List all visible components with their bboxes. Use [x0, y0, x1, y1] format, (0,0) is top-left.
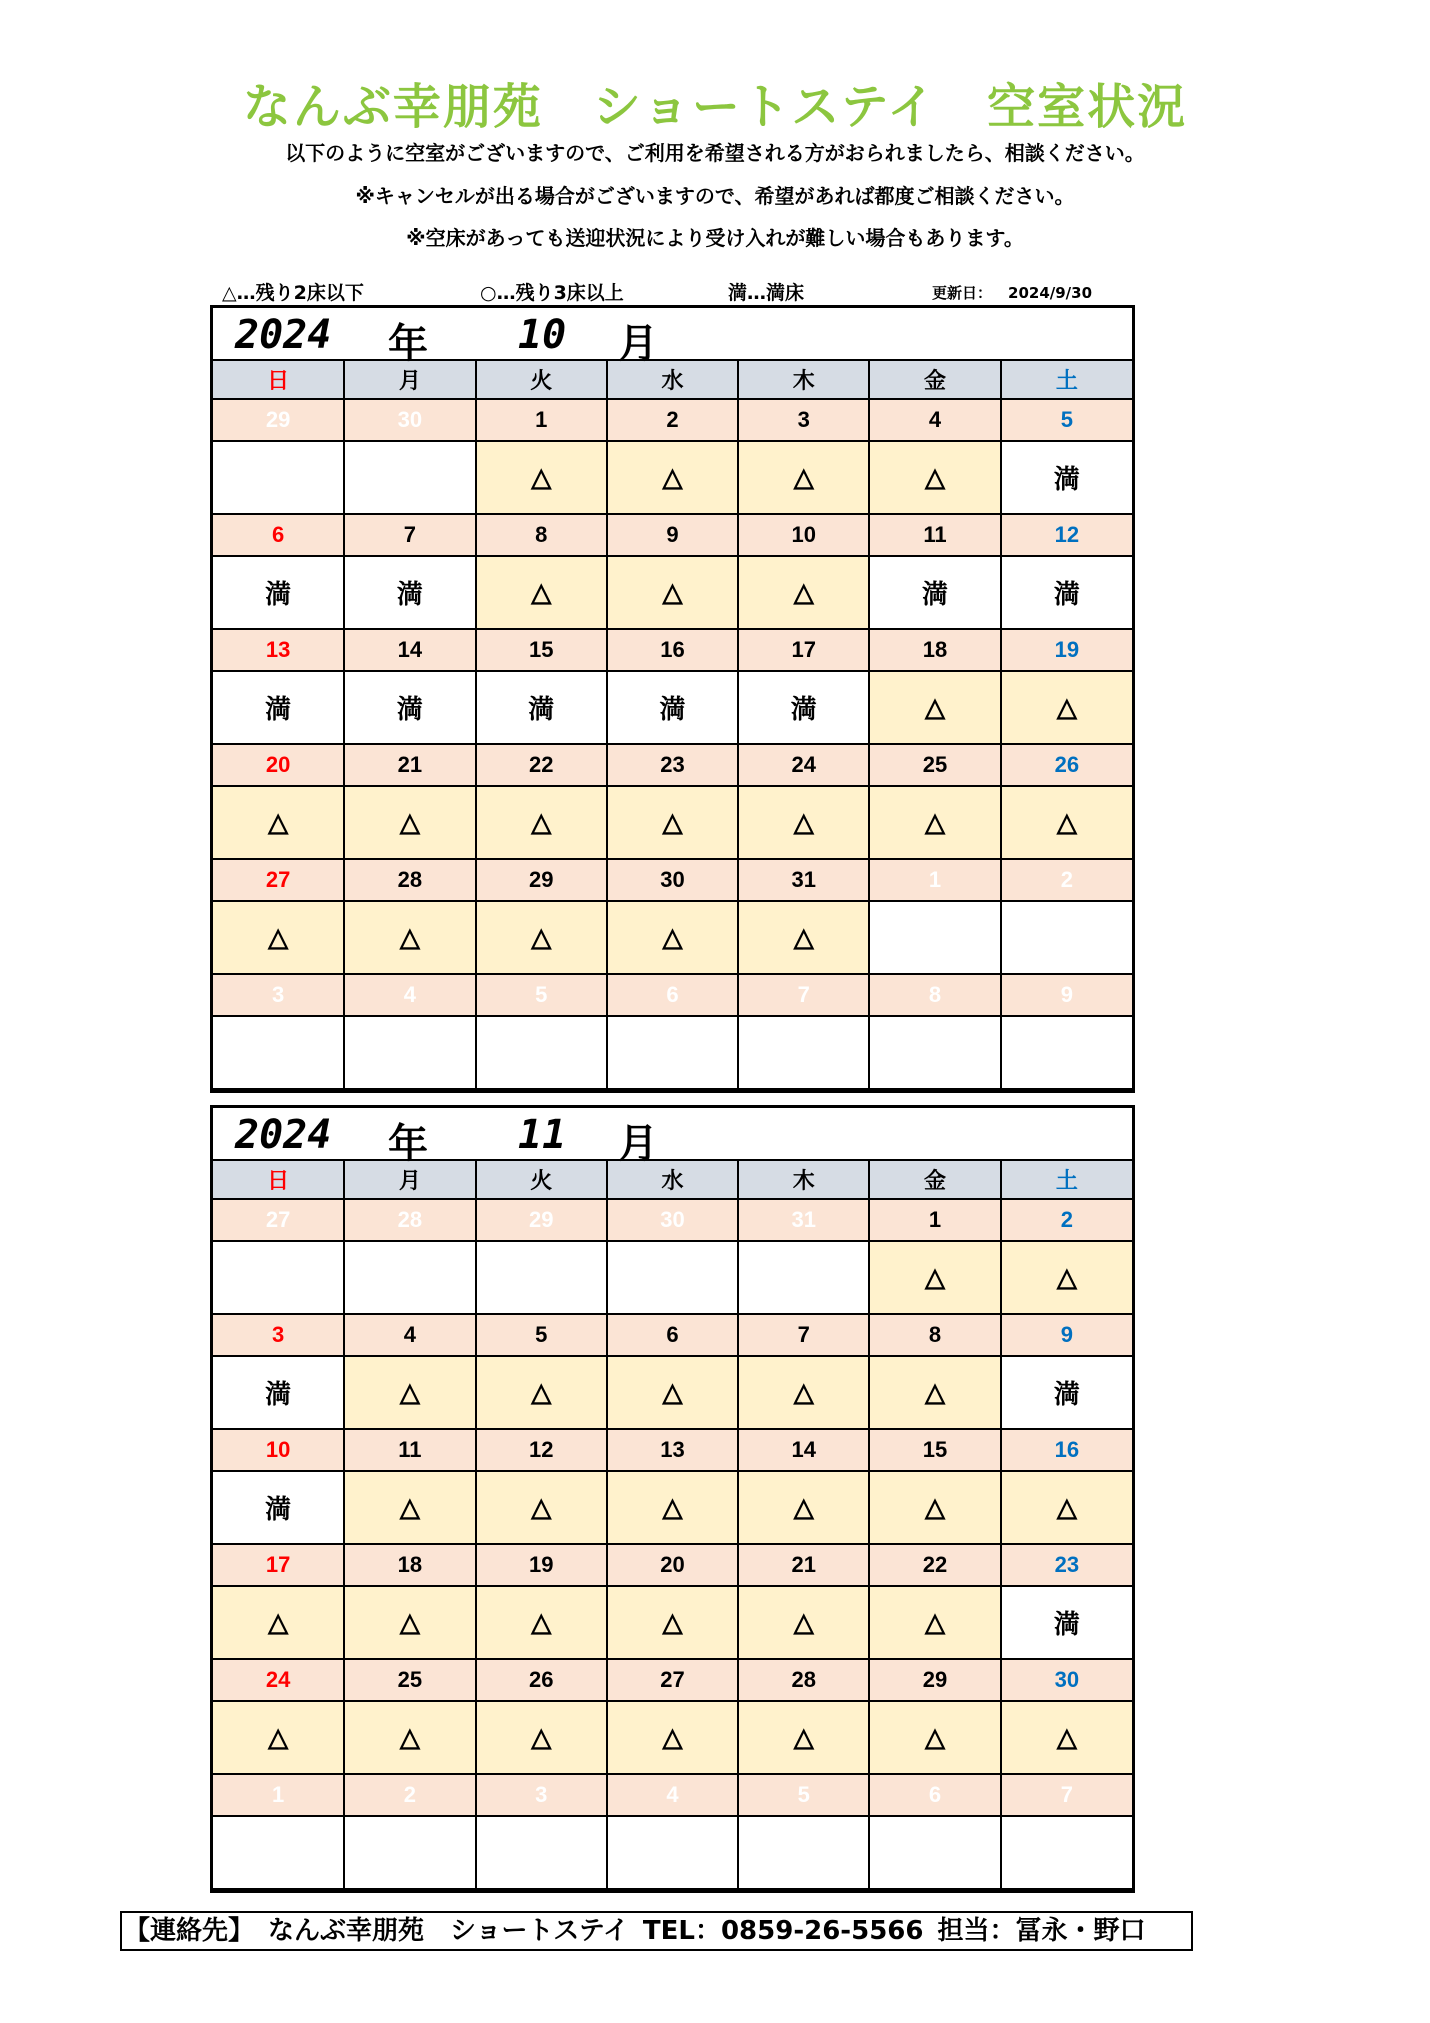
- date-row: [213, 514, 1132, 556]
- availability-cell: 満: [1001, 441, 1132, 514]
- calendar-month: 10: [518, 312, 567, 358]
- availability-cell: △: [344, 786, 475, 859]
- availability-cell: [476, 1816, 607, 1889]
- date-row: [213, 1314, 1132, 1356]
- phone-number: TEL：0859-26-5566: [642, 1916, 924, 1946]
- date-cell: 8: [869, 1314, 1000, 1356]
- weekday-header: 水: [607, 361, 738, 399]
- availability-cell: △: [738, 441, 869, 514]
- availability-cell: △: [476, 1701, 607, 1774]
- weekday-header-row: [213, 1161, 1132, 1199]
- availability-cell: △: [1001, 786, 1132, 859]
- availability-cell: [607, 1016, 738, 1089]
- date-cell: 1: [869, 859, 1000, 901]
- contact-footer: [120, 1911, 1193, 1951]
- date-cell: 4: [344, 974, 475, 1016]
- updated-label: 更新日：: [932, 284, 993, 302]
- availability-cell: [344, 1241, 475, 1314]
- date-cell: 5: [1001, 399, 1132, 441]
- weekday-header: 日: [213, 1161, 344, 1199]
- date-cell: 9: [1001, 1314, 1132, 1356]
- availability-cell: [738, 1241, 869, 1314]
- date-cell: 14: [344, 629, 475, 671]
- legend-circle: ○…残り3床以上: [480, 282, 624, 304]
- calendar-grid: [213, 361, 1132, 1090]
- date-row: [213, 1429, 1132, 1471]
- availability-cell: [738, 1016, 869, 1089]
- availability-cell: [476, 1241, 607, 1314]
- status-row: [213, 1586, 1132, 1659]
- availability-cell: [344, 441, 475, 514]
- availability-cell: 満: [213, 1356, 344, 1429]
- availability-cell: △: [607, 1356, 738, 1429]
- date-row: [213, 629, 1132, 671]
- date-cell: 2: [607, 399, 738, 441]
- availability-cell: [344, 1816, 475, 1889]
- date-cell: 10: [738, 514, 869, 556]
- availability-cell: △: [213, 1586, 344, 1659]
- date-row: [213, 1199, 1132, 1241]
- date-cell: 8: [476, 514, 607, 556]
- date-cell: 29: [476, 859, 607, 901]
- availability-cell: 満: [344, 556, 475, 629]
- date-cell: 29: [476, 1199, 607, 1241]
- availability-cell: △: [213, 1701, 344, 1774]
- weekday-header: 金: [869, 1161, 1000, 1199]
- status-row: [213, 556, 1132, 629]
- date-cell: 7: [344, 514, 475, 556]
- status-row: [213, 1701, 1132, 1774]
- availability-cell: △: [869, 1471, 1000, 1544]
- date-cell: 30: [1001, 1659, 1132, 1701]
- date-cell: 25: [344, 1659, 475, 1701]
- date-cell: 4: [607, 1774, 738, 1816]
- calendar-year-unit: 年: [388, 1121, 428, 1167]
- date-cell: 18: [344, 1544, 475, 1586]
- date-cell: 29: [869, 1659, 1000, 1701]
- weekday-header: 土: [1001, 361, 1132, 399]
- date-cell: 22: [476, 744, 607, 786]
- availability-cell: △: [476, 1471, 607, 1544]
- date-cell: 5: [476, 974, 607, 1016]
- availability-cell: △: [869, 1241, 1000, 1314]
- availability-cell: [344, 1016, 475, 1089]
- availability-cell: 満: [869, 556, 1000, 629]
- date-cell: 20: [213, 744, 344, 786]
- availability-cell: [213, 1241, 344, 1314]
- date-cell: 28: [344, 1199, 475, 1241]
- date-cell: 17: [213, 1544, 344, 1586]
- availability-cell: △: [476, 1356, 607, 1429]
- date-cell: 11: [869, 514, 1000, 556]
- status-row: [213, 901, 1132, 974]
- availability-cell: [869, 1816, 1000, 1889]
- updated-value: 2024/9/30: [1008, 284, 1093, 302]
- date-row: [213, 399, 1132, 441]
- availability-cell: [1001, 1816, 1132, 1889]
- availability-cell: △: [738, 1586, 869, 1659]
- availability-cell: △: [738, 1356, 869, 1429]
- status-row: [213, 1356, 1132, 1429]
- availability-cell: 満: [344, 671, 475, 744]
- availability-cell: △: [476, 1586, 607, 1659]
- date-cell: 1: [476, 399, 607, 441]
- availability-cell: △: [1001, 1241, 1132, 1314]
- date-cell: 31: [738, 1199, 869, 1241]
- date-row: [213, 974, 1132, 1016]
- date-cell: 3: [213, 1314, 344, 1356]
- availability-cell: [213, 1016, 344, 1089]
- date-cell: 21: [738, 1544, 869, 1586]
- availability-cell: 満: [1001, 1586, 1132, 1659]
- status-row: [213, 786, 1132, 859]
- availability-cell: △: [738, 556, 869, 629]
- date-cell: 5: [476, 1314, 607, 1356]
- availability-cell: [607, 1816, 738, 1889]
- date-cell: 12: [1001, 514, 1132, 556]
- availability-cell: △: [869, 441, 1000, 514]
- date-cell: 21: [344, 744, 475, 786]
- status-row: [213, 1471, 1132, 1544]
- date-cell: 26: [1001, 744, 1132, 786]
- date-cell: 4: [869, 399, 1000, 441]
- date-cell: 3: [476, 1774, 607, 1816]
- availability-cell: △: [738, 786, 869, 859]
- availability-cell: [738, 1816, 869, 1889]
- date-cell: 6: [213, 514, 344, 556]
- date-cell: 10: [213, 1429, 344, 1471]
- date-cell: 30: [607, 859, 738, 901]
- date-cell: 1: [869, 1199, 1000, 1241]
- date-cell: 6: [607, 974, 738, 1016]
- date-cell: 17: [738, 629, 869, 671]
- date-cell: 6: [607, 1314, 738, 1356]
- availability-cell: △: [869, 786, 1000, 859]
- calendar-title: [213, 308, 1132, 367]
- availability-cell: [213, 441, 344, 514]
- availability-cell: △: [476, 556, 607, 629]
- availability-cell: 満: [476, 671, 607, 744]
- availability-cell: 満: [1001, 1356, 1132, 1429]
- date-cell: 28: [738, 1659, 869, 1701]
- page-title: なんぶ幸朋苑 ショートステイ 空室状況: [242, 79, 1188, 135]
- date-cell: 31: [738, 859, 869, 901]
- date-row: [213, 1544, 1132, 1586]
- date-cell: 9: [1001, 974, 1132, 1016]
- date-cell: 9: [607, 514, 738, 556]
- availability-cell: [476, 1016, 607, 1089]
- availability-cell: 満: [1001, 556, 1132, 629]
- date-cell: 15: [476, 629, 607, 671]
- availability-cell: △: [476, 786, 607, 859]
- availability-cell: △: [344, 1356, 475, 1429]
- availability-cell: △: [607, 786, 738, 859]
- availability-cell: △: [869, 1356, 1000, 1429]
- status-row: [213, 1816, 1132, 1889]
- availability-cell: △: [344, 1701, 475, 1774]
- date-cell: 18: [869, 629, 1000, 671]
- availability-cell: △: [869, 1586, 1000, 1659]
- availability-cell: [869, 901, 1000, 974]
- calendar-grid: [213, 1161, 1132, 1890]
- date-cell: 1: [213, 1774, 344, 1816]
- date-cell: 20: [607, 1544, 738, 1586]
- calendar-year-unit: 年: [388, 321, 428, 367]
- availability-cell: 満: [738, 671, 869, 744]
- availability-cell: 満: [213, 556, 344, 629]
- availability-cell: [869, 1016, 1000, 1089]
- availability-cell: [1001, 901, 1132, 974]
- availability-cell: △: [607, 441, 738, 514]
- availability-cell: 満: [213, 1471, 344, 1544]
- availability-cell: △: [344, 1471, 475, 1544]
- weekday-header: 日: [213, 361, 344, 399]
- calendar-november: [210, 1105, 1135, 1893]
- calendar-year: 2024: [235, 312, 332, 358]
- notice-text-1: 以下のように空室がございますので、ご利用を希望される方がおられましたら、相談ください。: [285, 141, 1145, 165]
- calendar-year: 2024: [235, 1112, 332, 1158]
- legend-triangle: △…残り2床以下: [222, 282, 364, 304]
- date-cell: 4: [344, 1314, 475, 1356]
- date-cell: 23: [607, 744, 738, 786]
- facility-name: なんぶ幸朋苑 ショートステイ: [268, 1916, 629, 1946]
- date-cell: 15: [869, 1429, 1000, 1471]
- weekday-header-row: [213, 361, 1132, 399]
- date-cell: 26: [476, 1659, 607, 1701]
- date-cell: 16: [1001, 1429, 1132, 1471]
- legend-full: 満…満床: [728, 282, 805, 304]
- availability-cell: △: [607, 901, 738, 974]
- date-cell: 7: [1001, 1774, 1132, 1816]
- date-cell: 6: [869, 1774, 1000, 1816]
- updated-date: [932, 282, 1108, 303]
- date-cell: 28: [344, 859, 475, 901]
- weekday-header: 火: [476, 1161, 607, 1199]
- weekday-header: 金: [869, 361, 1000, 399]
- date-cell: 2: [344, 1774, 475, 1816]
- date-cell: 24: [213, 1659, 344, 1701]
- date-cell: 27: [213, 859, 344, 901]
- weekday-header: 木: [738, 1161, 869, 1199]
- availability-cell: △: [738, 901, 869, 974]
- date-cell: 12: [476, 1429, 607, 1471]
- availability-cell: △: [607, 1701, 738, 1774]
- availability-cell: △: [1001, 1471, 1132, 1544]
- availability-cell: [213, 1816, 344, 1889]
- calendar-title: [213, 1108, 1132, 1167]
- contact-label: 【連絡先】: [124, 1916, 255, 1946]
- date-cell: 24: [738, 744, 869, 786]
- availability-cell: △: [344, 901, 475, 974]
- calendar-month-unit: 月: [618, 1121, 658, 1167]
- availability-cell: △: [476, 441, 607, 514]
- date-cell: 29: [213, 399, 344, 441]
- weekday-header: 土: [1001, 1161, 1132, 1199]
- availability-cell: △: [869, 1701, 1000, 1774]
- date-row: [213, 859, 1132, 901]
- availability-cell: [607, 1241, 738, 1314]
- availability-cell: △: [1001, 671, 1132, 744]
- date-cell: 5: [738, 1774, 869, 1816]
- status-row: [213, 441, 1132, 514]
- availability-cell: 満: [213, 671, 344, 744]
- date-cell: 16: [607, 629, 738, 671]
- date-cell: 19: [1001, 629, 1132, 671]
- availability-cell: △: [607, 1586, 738, 1659]
- weekday-header: 月: [344, 1161, 475, 1199]
- weekday-header: 火: [476, 361, 607, 399]
- availability-cell: △: [213, 786, 344, 859]
- date-cell: 30: [344, 399, 475, 441]
- status-row: [213, 671, 1132, 744]
- status-row: [213, 1016, 1132, 1089]
- availability-cell: 満: [607, 671, 738, 744]
- date-cell: 19: [476, 1544, 607, 1586]
- notice-text-2: ※キャンセルが出る場合がございますので、希望があれば都度ご相談ください。: [355, 184, 1075, 208]
- calendar-month-unit: 月: [618, 321, 658, 367]
- status-row: [213, 1241, 1132, 1314]
- date-cell: 2: [1001, 1199, 1132, 1241]
- contact-person: 担当：冨永・野口: [937, 1916, 1146, 1946]
- date-cell: 30: [607, 1199, 738, 1241]
- date-cell: 7: [738, 974, 869, 1016]
- date-cell: 3: [738, 399, 869, 441]
- date-row: [213, 1659, 1132, 1701]
- date-cell: 22: [869, 1544, 1000, 1586]
- date-cell: 13: [607, 1429, 738, 1471]
- calendar-month: 11: [518, 1112, 567, 1158]
- date-row: [213, 1774, 1132, 1816]
- date-cell: 3: [213, 974, 344, 1016]
- availability-cell: △: [869, 671, 1000, 744]
- date-cell: 23: [1001, 1544, 1132, 1586]
- weekday-header: 月: [344, 361, 475, 399]
- date-cell: 27: [213, 1199, 344, 1241]
- date-cell: 7: [738, 1314, 869, 1356]
- availability-cell: △: [607, 556, 738, 629]
- availability-cell: △: [1001, 1701, 1132, 1774]
- date-cell: 8: [869, 974, 1000, 1016]
- date-cell: 2: [1001, 859, 1132, 901]
- notice-text-3: ※空床があっても送迎状況により受け入れが難しい場合もあります。: [406, 226, 1024, 250]
- availability-cell: △: [738, 1701, 869, 1774]
- weekday-header: 木: [738, 361, 869, 399]
- date-cell: 14: [738, 1429, 869, 1471]
- date-cell: 27: [607, 1659, 738, 1701]
- availability-cell: △: [213, 901, 344, 974]
- date-cell: 11: [344, 1429, 475, 1471]
- calendar-october: [210, 305, 1135, 1093]
- availability-cell: △: [476, 901, 607, 974]
- availability-cell: △: [344, 1586, 475, 1659]
- date-cell: 25: [869, 744, 1000, 786]
- availability-cell: △: [738, 1471, 869, 1544]
- availability-cell: [1001, 1016, 1132, 1089]
- date-cell: 13: [213, 629, 344, 671]
- date-row: [213, 744, 1132, 786]
- weekday-header: 水: [607, 1161, 738, 1199]
- availability-cell: △: [607, 1471, 738, 1544]
